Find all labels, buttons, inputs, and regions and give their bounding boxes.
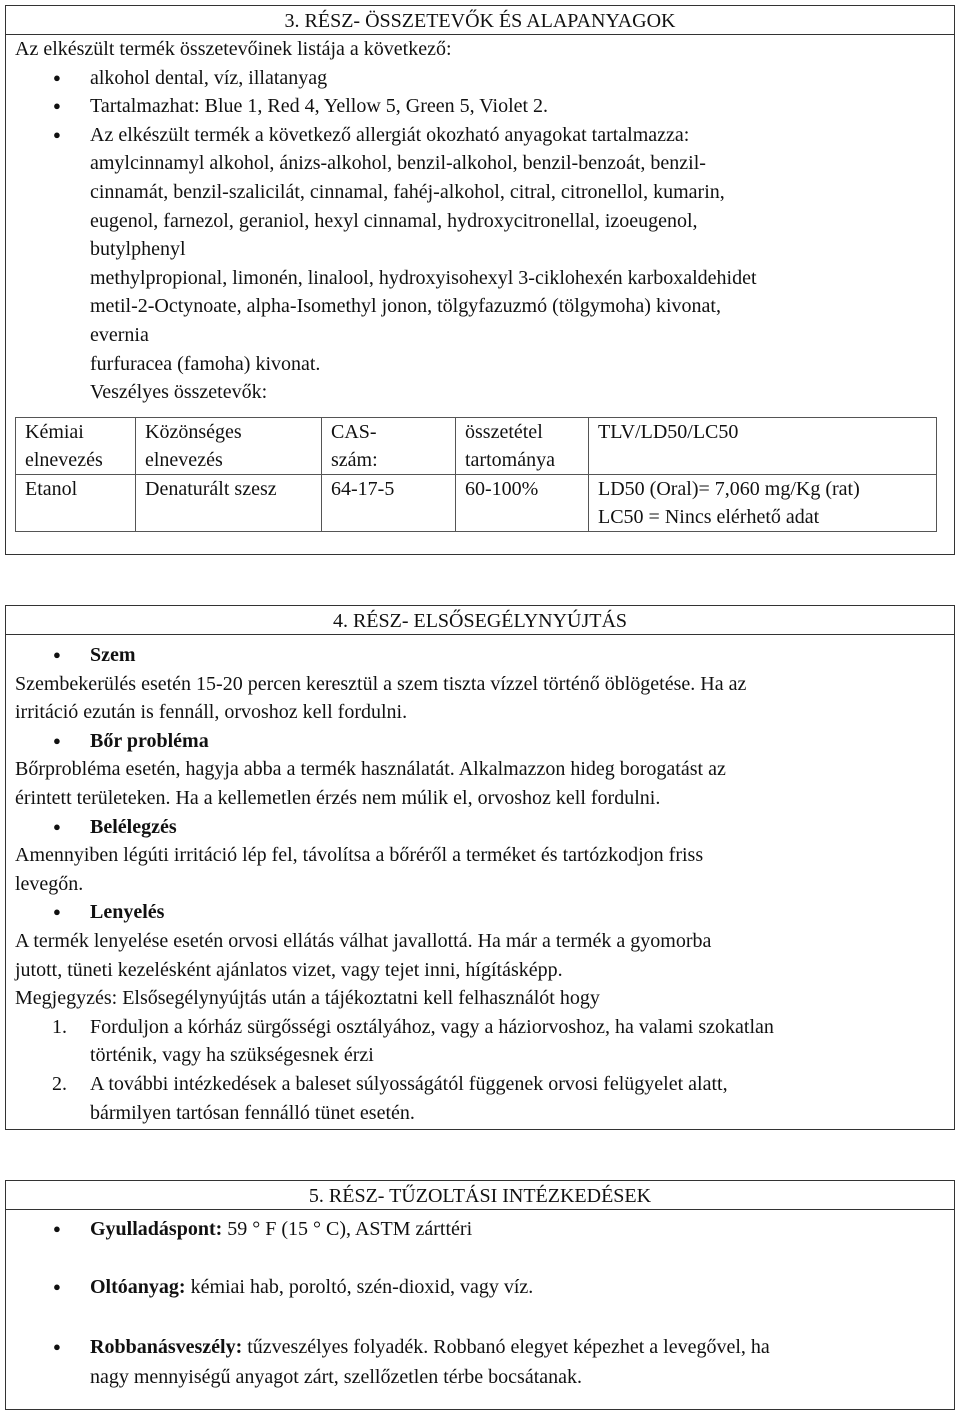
allergen-line: eugenol, farnezol, geraniol, hexyl cinnamal, hydroxycitronellal, izoeugenol, xyxy=(90,209,698,232)
allergen-line: amylcinnamyl alkohol, ánizs-alkohol, benzil-alkohol, benzil-benzoát, benzil- xyxy=(90,152,706,175)
explosion-hazard-cont: nagy mennyiségű anyagot zárt, szellőzetlen térbe bocsátanak. xyxy=(90,1366,583,1388)
section-3-title: 3. RÉSZ- ÖSSZETEVŐK ÉS ALAPANYAGOK xyxy=(6,6,954,35)
allergen-line: methylpropional, limonén, linalool, hydroxyisohexyl 3-ciklohexén karboxaldehidet xyxy=(90,266,757,289)
inhalation-text: Amennyiben légúti irritáció lép fel, távolítsa a bőréről a terméket és tartózkodjon friss xyxy=(15,844,704,867)
inhalation-heading: ● Belélegzés xyxy=(6,813,954,842)
allergen-bullet: ● Az elkészült termék a következő allergiát okozható anyagokat tartalmazza: xyxy=(6,121,954,150)
list-item-cont: bármilyen tartósan fennálló tünet esetén. xyxy=(90,1101,415,1124)
allergen-line: cinnamát, benzil-szalicilát, cinnamal, fahéj-alkohol, citral, citronellol, kumarin, xyxy=(90,180,725,203)
cell-chemical-name: Etanol xyxy=(16,474,136,531)
explosion-hazard: ● Robbanásveszély: tűzveszélyes folyadék. Robbanó elegyet képezhet a levegővel, ha xyxy=(6,1332,954,1362)
allergen-line: evernia xyxy=(90,323,149,346)
section-4-title: 4. RÉSZ- ELSŐSEGÉLYNYÚJTÁS xyxy=(6,606,954,635)
ingredient-bullet-2: ● Tartalmazhat: Blue 1, Red 4, Yellow 5, Green 5, Violet 2. xyxy=(6,92,954,121)
allergen-line: furfuracea (famoha) kivonat. xyxy=(90,352,321,375)
ingredients-intro: Az elkészült termék összetevőinek listája a következő: xyxy=(15,38,452,60)
header-composition-range: összetétel tartománya xyxy=(456,417,589,474)
allergen-line: metil-2-Octynoate, alpha-Isomethyl jonon, tölgyfazuzmó (tölgymoha) kivonat, xyxy=(90,295,721,318)
cell-common-name: Denaturált szesz xyxy=(136,474,322,531)
ingredient-bullet-1: ● alkohol dental, víz, illatanyag xyxy=(6,64,954,93)
note-text: Megjegyzés: Elsősegélynyújtás után a tájékoztatni kell felhasználót hogy xyxy=(15,987,600,1010)
section-5-title: 5. RÉSZ- TŰZOLTÁSI INTÉZKEDÉSEK xyxy=(6,1181,954,1210)
inhalation-text: levegőn. xyxy=(15,872,84,895)
table-header-row xyxy=(16,417,937,474)
eye-heading: ● Szem xyxy=(6,641,954,670)
skin-text: Bőrprobléma esetén, hagyja abba a termék használatát. Alkalmazzon hideg borogatást az xyxy=(15,758,726,781)
hazardous-ingredients-table xyxy=(15,417,937,532)
skin-text: érintett területeken. Ha a kellemetlen érzés nem múlik el, orvoshoz kell fordulni. xyxy=(15,786,661,809)
cell-cas-number: 64-17-5 xyxy=(322,474,456,531)
list-item: 1. Forduljon a kórház sürgősségi osztályához, vagy a háziorvoshoz, ha valami szokatlan xyxy=(52,1015,774,1038)
section-5-box xyxy=(5,1180,955,1410)
section-4-box xyxy=(5,605,955,1130)
allergen-line: butylphenyl xyxy=(90,238,186,261)
header-common-name: Közönséges elnevezés xyxy=(136,417,322,474)
flash-point: ● Gyulladáspont: 59 ° F (15 ° C), ASTM zárttéri xyxy=(6,1214,954,1244)
ingestion-text: jutott, tüneti kezelésként ajánlatos vizet, vagy tejet inni, hígításképp. xyxy=(15,958,563,981)
table-row xyxy=(16,474,937,531)
cell-composition-range: 60-100% xyxy=(456,474,589,531)
extinguishing-media: ● Oltóanyag: kémiai hab, poroltó, szén-dioxid, vagy víz. xyxy=(6,1272,954,1302)
skin-heading: ● Bőr probléma xyxy=(6,727,954,756)
header-cas-number: CAS- szám: xyxy=(322,417,456,474)
header-chemical-name: Kémiai elnevezés xyxy=(16,417,136,474)
header-tlv: TLV/LD50/LC50 xyxy=(589,417,937,474)
cell-tlv: LD50 (Oral)= 7,060 mg/Kg (rat) LC50 = Nincs elérhető adat xyxy=(589,474,937,531)
ingestion-text: A termék lenyelése esetén orvosi ellátás válhat javallottá. Ha már a termék a gyomorba xyxy=(15,929,712,952)
hazardous-label: Veszélyes összetevők: xyxy=(90,381,268,404)
eye-text: Szembekerülés esetén 15-20 percen keresztül a szem tiszta vízzel történő öblögetése. Ha az xyxy=(15,672,747,695)
section-3-box xyxy=(5,5,955,555)
eye-text: irritáció ezután is fennáll, orvoshoz kell fordulni. xyxy=(15,701,408,724)
list-item-cont: történik, vagy ha szükségesnek érzi xyxy=(90,1044,374,1067)
ingestion-heading: ● Lenyelés xyxy=(6,898,954,927)
list-item: 2. A további intézkedések a baleset súlyosságától függenek orvosi felügyelet alatt, xyxy=(52,1072,728,1095)
